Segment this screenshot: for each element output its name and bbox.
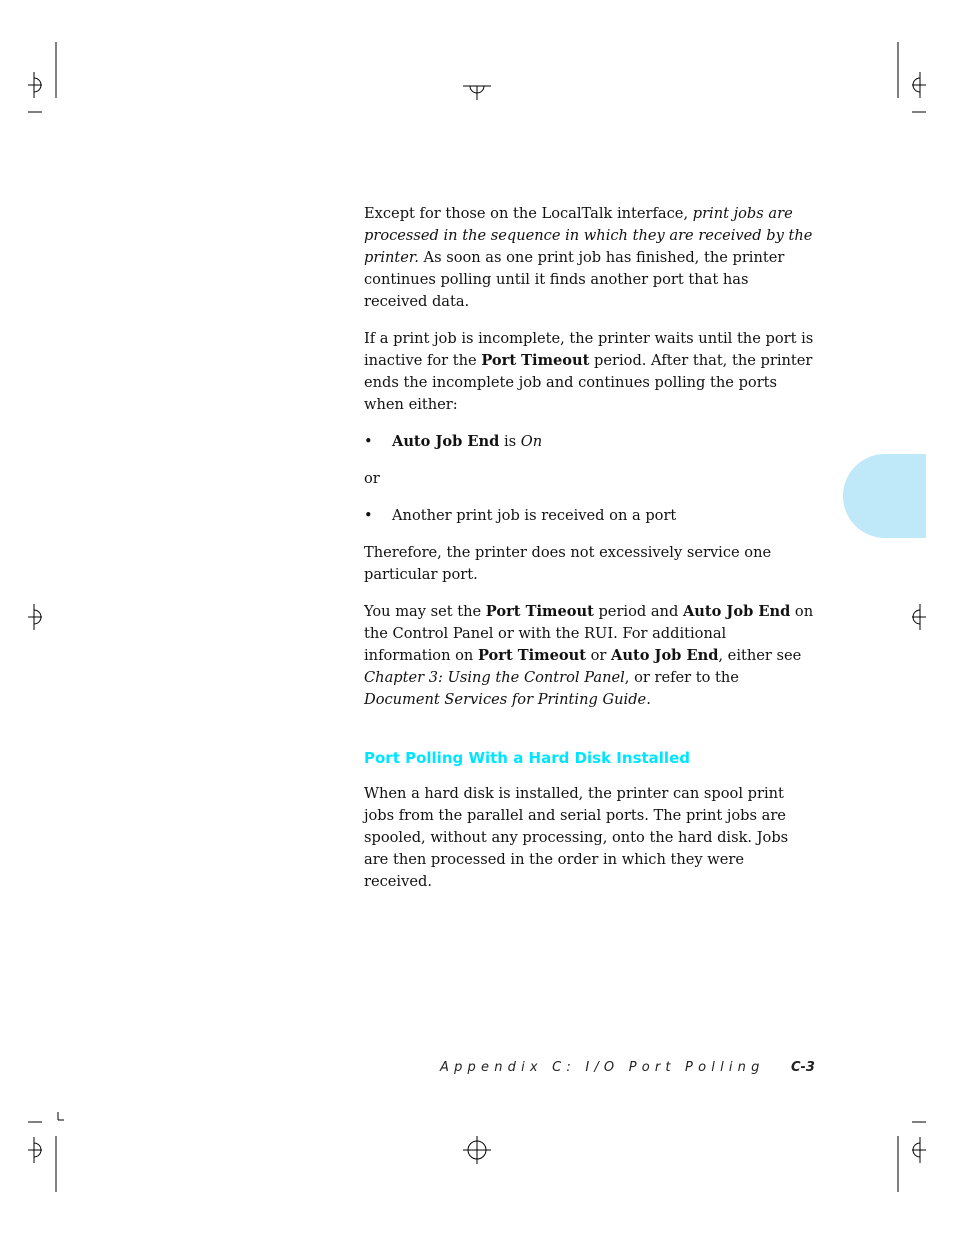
p4-auto-job-end: Auto Job End [682,603,791,620]
paragraph-incomplete [364,328,816,416]
p1-emphasis: print jobs are processed in the sequence in which they are received by the printer. [364,205,813,266]
or-text: or [364,470,380,487]
p4-text-i: , either see [718,647,802,664]
p4-text-c: period and [593,603,683,620]
p2-text-a: If a print job is incomplete, the printer waits until the port is inactive for the [364,330,814,369]
section-heading: Port Polling With a Hard Disk Installed [364,749,690,767]
p4-chapter-ref: Chapter 3: Using the Control Panel [364,669,625,686]
p2-port-timeout: Port Timeout [481,352,590,369]
footer-title: Appendix C: I/O Port Polling [440,1060,765,1075]
p4-text-a: You may set the [364,603,486,620]
p4-text-m: . [646,691,651,708]
bullet1-on: On [520,433,543,450]
p4-guide-ref: Document Services for Printing Guide [364,691,647,708]
bullet-item [364,505,816,527]
bullet-item [364,431,816,453]
paragraph-therefore: Therefore, the printer does not excessively service one particular port. [364,544,772,583]
chapter-tab [843,454,926,538]
p4-port-timeout: Port Timeout [485,603,594,620]
p4-port-timeout-2: Port Timeout [477,647,586,664]
paragraph-hard-disk: When a hard disk is installed, the printer can spool print jobs from the parallel and serial ports. The print jobs are spooled, without any processing, onto the hard disk. Jobs are then processed in the order in which they were received. [364,785,789,890]
p4-auto-job-end-2: Auto Job End [611,647,719,664]
paragraph-lifo [364,203,816,313]
bullet-mark: • [364,433,373,450]
p2-text-c: period. After that, the printer ends the incomplete job and continues polling the ports when either: [364,352,813,413]
p4-text-g: or [586,647,612,664]
paragraph-settings [364,601,816,711]
p1-text-c: As soon as one print job has finished, the printer continues polling until it finds another port that has received data. [364,249,785,310]
p4-text-k: , or refer to the [624,669,739,686]
bullet-mark: • [364,507,373,524]
p1-text-a: Except for those on the LocalTalk interface, [364,205,693,222]
bullet1-auto-job-end: Auto Job End [392,433,500,450]
page-number: C-3 [791,1060,815,1075]
bullet2-text: Another print job is received on a port [392,507,677,524]
main-content [364,203,816,908]
p4-text-e: on the Control Panel or with the RUI. For additional information on [364,603,814,664]
bullet1-text: is [499,433,521,450]
